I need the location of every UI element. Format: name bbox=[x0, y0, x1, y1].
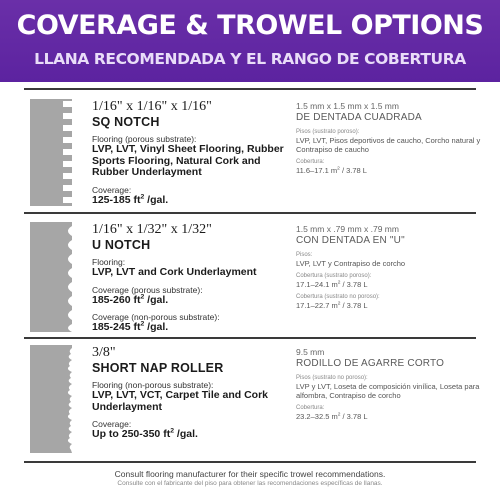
coverage-value-es: 23.2–32.5 $m^2 / 3.78$ L bbox=[296, 412, 368, 421]
roller-name: SHORT NAP ROLLER bbox=[92, 361, 224, 375]
flooring-label-es: Pisos (sustrato no poroso): bbox=[296, 375, 368, 381]
trowel-name: SQ NOTCH bbox=[92, 115, 160, 129]
flooring-value-es: LVP y LVT, Loseta de composición vinílica, Loseta para alfombra, Contrapiso de corcho bbox=[296, 382, 480, 400]
u-notch-trowel-icon bbox=[30, 222, 72, 332]
coverage-nonporous-label-es: Cobertura (sustrato no poroso): bbox=[296, 294, 380, 300]
coverage-label-es: Cobertura: bbox=[296, 159, 325, 165]
trowel-size: 1/16" x 1/16" x 1/16" bbox=[92, 99, 212, 114]
coverage-value-es: 17.1–24.1 $m^2 / 3.78$ L bbox=[296, 280, 368, 289]
trowel-name-es: DE DENTADA CUADRADA bbox=[296, 112, 422, 123]
section-divider bbox=[24, 212, 476, 214]
flooring-value-es: LVP, LVT y Contrapiso de corcho bbox=[296, 259, 406, 268]
coverage-value-es: 11.6–17.1 $m^2 / 3.78$ L bbox=[296, 166, 367, 175]
flooring-label: Flooring (non-porous substrate): bbox=[92, 380, 214, 390]
roller-name-es: RODILLO DE AGARRE CORTO bbox=[296, 358, 445, 369]
flooring-value-es: LVP, LVT, Pisos deportivos de caucho, Corcho natural y Contrapiso de caucho bbox=[296, 136, 481, 154]
trowel-name: U NOTCH bbox=[92, 238, 151, 252]
flooring-value: LVP, LVT, Vinyl Sheet Flooring, Rubber Sports Flooring, Natural Cork and Rubber Underlayment bbox=[92, 143, 284, 178]
short-nap-roller-icon bbox=[30, 345, 72, 453]
coverage-nonporous-value-es: 17.1–22.7 $m^2 / 3.78$ L bbox=[296, 301, 368, 310]
bottom-divider bbox=[24, 461, 476, 463]
trowel-size-es: 1.5 mm x .79 mm x .79 mm bbox=[296, 224, 399, 234]
footer-note: Consult flooring manufacturer for their specific trowel recommendations. bbox=[114, 469, 386, 479]
roller-size-es: 9.5 mm bbox=[296, 347, 325, 357]
flooring-value: LVP, LVT, VCT, Carpet Tile and Cork Underlayment bbox=[92, 389, 269, 413]
trowel-name-es: CON DENTADA EN "U" bbox=[296, 235, 405, 246]
footer-note-es: Consulte con el fabricante del piso para obtener las recomendaciones específicas de llanas. bbox=[117, 480, 383, 487]
flooring-label-es: Pisos (sustrato poroso): bbox=[296, 129, 360, 135]
page-subtitle: LLANA RECOMENDADA Y EL RANGO DE COBERTURA bbox=[34, 50, 466, 68]
flooring-value: LVP, LVT and Cork Underlayment bbox=[92, 266, 257, 278]
coverage-nonporous-value: 185-245 $ft^2$ /gal. bbox=[92, 320, 169, 333]
coverage-nonporous-label: Coverage (non-porous substrate): bbox=[92, 312, 220, 322]
section-divider bbox=[24, 337, 476, 339]
coverage-label: Coverage: bbox=[92, 419, 132, 429]
flooring-label-es: Pisos: bbox=[296, 252, 313, 258]
page-title: COVERAGE & TROWEL OPTIONS bbox=[16, 10, 484, 41]
flooring-label: Flooring (porous substrate): bbox=[92, 134, 197, 144]
trowel-size-es: 1.5 mm x 1.5 mm x 1.5 mm bbox=[296, 101, 399, 111]
coverage-value: Up to 250-350 $ft^2$ /gal. bbox=[92, 427, 198, 440]
coverage-value: 125-185 $ft^2$ /gal. bbox=[92, 193, 169, 206]
header-banner bbox=[0, 0, 500, 82]
flooring-label: Flooring: bbox=[92, 257, 126, 267]
coverage-label: Coverage: bbox=[92, 184, 132, 195]
trowel-size: 1/16" x 1/32" x 1/32" bbox=[92, 222, 212, 237]
coverage-label-es: Cobertura: bbox=[296, 405, 325, 411]
square-notch-trowel-icon bbox=[30, 99, 72, 206]
roller-size: 3/8" bbox=[92, 345, 116, 360]
top-divider bbox=[24, 88, 476, 90]
coverage-label-es: Cobertura (sustrato poroso): bbox=[296, 273, 372, 279]
coverage-value: 185-260 $ft^2$ /gal. bbox=[92, 293, 169, 306]
coverage-label: Coverage (porous substrate): bbox=[92, 284, 203, 295]
